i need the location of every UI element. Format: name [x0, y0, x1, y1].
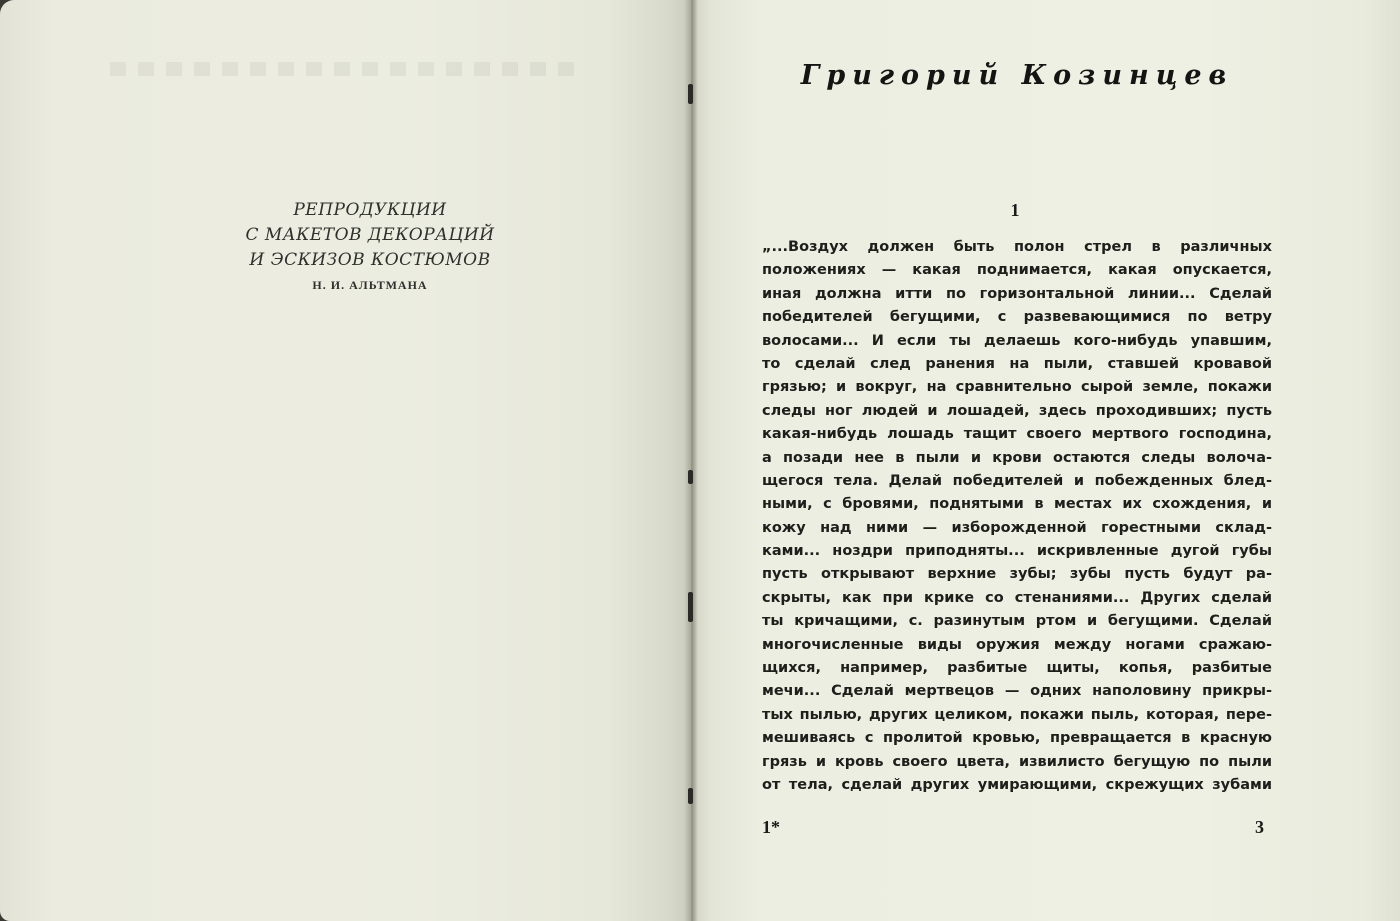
binding-stitch	[688, 470, 693, 484]
binding-stitch	[688, 788, 693, 804]
text-line: грязь и кровь своего цвета, извилисто бегущую по пыли	[762, 753, 1272, 770]
text-line: положениях — какая поднимается, какая опускается,	[762, 262, 1272, 279]
text-line: многочисленные виды оружия между ногами сражаю-	[762, 636, 1272, 653]
signature-mark: 1*	[762, 817, 780, 837]
text-line: следы ног людей и лошадей, здесь проходивших; пусть	[762, 402, 1272, 419]
text-line: щегося тела. Делай победителей и побежденных блед-	[762, 472, 1272, 489]
caption-line-3: И ЭСКИЗОВ КОСТЮМОВ	[249, 250, 491, 270]
author-heading: Григорий Козинцев	[800, 60, 1234, 91]
text-line: ты кричащими, с. разинутым ртом и бегущими. Сделай	[762, 613, 1272, 630]
text-line: от тела, сделай других умирающими, скрежущих зубами	[762, 776, 1272, 793]
text-line: тых пылью, других целиком, покажи пыль, которая, пере-	[762, 706, 1272, 723]
text-line: а позади нее в пыли и крови остаются следы волоча-	[762, 449, 1272, 466]
text-line: ными, с бровями, поднятыми в местах их схождения, и	[762, 496, 1272, 513]
binding-stitch	[688, 84, 693, 104]
section-number: 1	[1010, 200, 1020, 220]
text-line: скрыты, как при крике со стенаниями... Других сделай	[762, 589, 1272, 606]
reproductions-caption	[210, 198, 530, 297]
show-through-text	[110, 62, 580, 76]
left-page	[0, 0, 690, 921]
text-line: кожу над ними — изборожденной горестными склад-	[762, 519, 1272, 536]
text-line: то сделай след ранения на пыли, ставшей кровавой	[762, 355, 1272, 372]
text-line: мешиваясь с пролитой кровью, превращается в красную	[762, 730, 1272, 747]
text-line: волосами... И если ты делаешь кого-нибудь упавшим,	[762, 332, 1272, 349]
binding-stitch	[688, 592, 693, 622]
text-line: грязью; и вокруг, на сравнительно сырой земле, покажи	[762, 379, 1272, 396]
body-text	[762, 236, 1272, 797]
caption-line-1: РЕПРОДУКЦИИ	[293, 200, 447, 220]
text-line: ками... ноздри приподняты... искривленные дугой губы	[762, 543, 1272, 560]
text-line: мечи... Сделай мертвецов — одних наполовину прикры-	[762, 683, 1272, 700]
text-line: пусть открывают верхние зубы; зубы пусть будут ра-	[762, 566, 1272, 583]
text-line: какая-нибудь лошадь тащит своего мертвого господина,	[762, 426, 1272, 443]
page-number: 3	[1255, 817, 1264, 837]
caption-line-2: С МАКЕТОВ ДЕКОРАЦИЙ	[245, 225, 495, 245]
text-line: победителей бегущими, с развевающимися по ветру	[762, 309, 1272, 326]
text-line: щихся, например, разбитые щиты, копья, разбитые	[762, 660, 1272, 677]
text-line: иная должна итти по горизонтальной линии... Сделай	[762, 285, 1272, 302]
book-gutter	[684, 0, 698, 921]
text-line: „...Воздух должен быть полон стрел в различных	[762, 239, 1272, 255]
artist-name: Н. И. АЛЬТМАНА	[312, 278, 428, 292]
